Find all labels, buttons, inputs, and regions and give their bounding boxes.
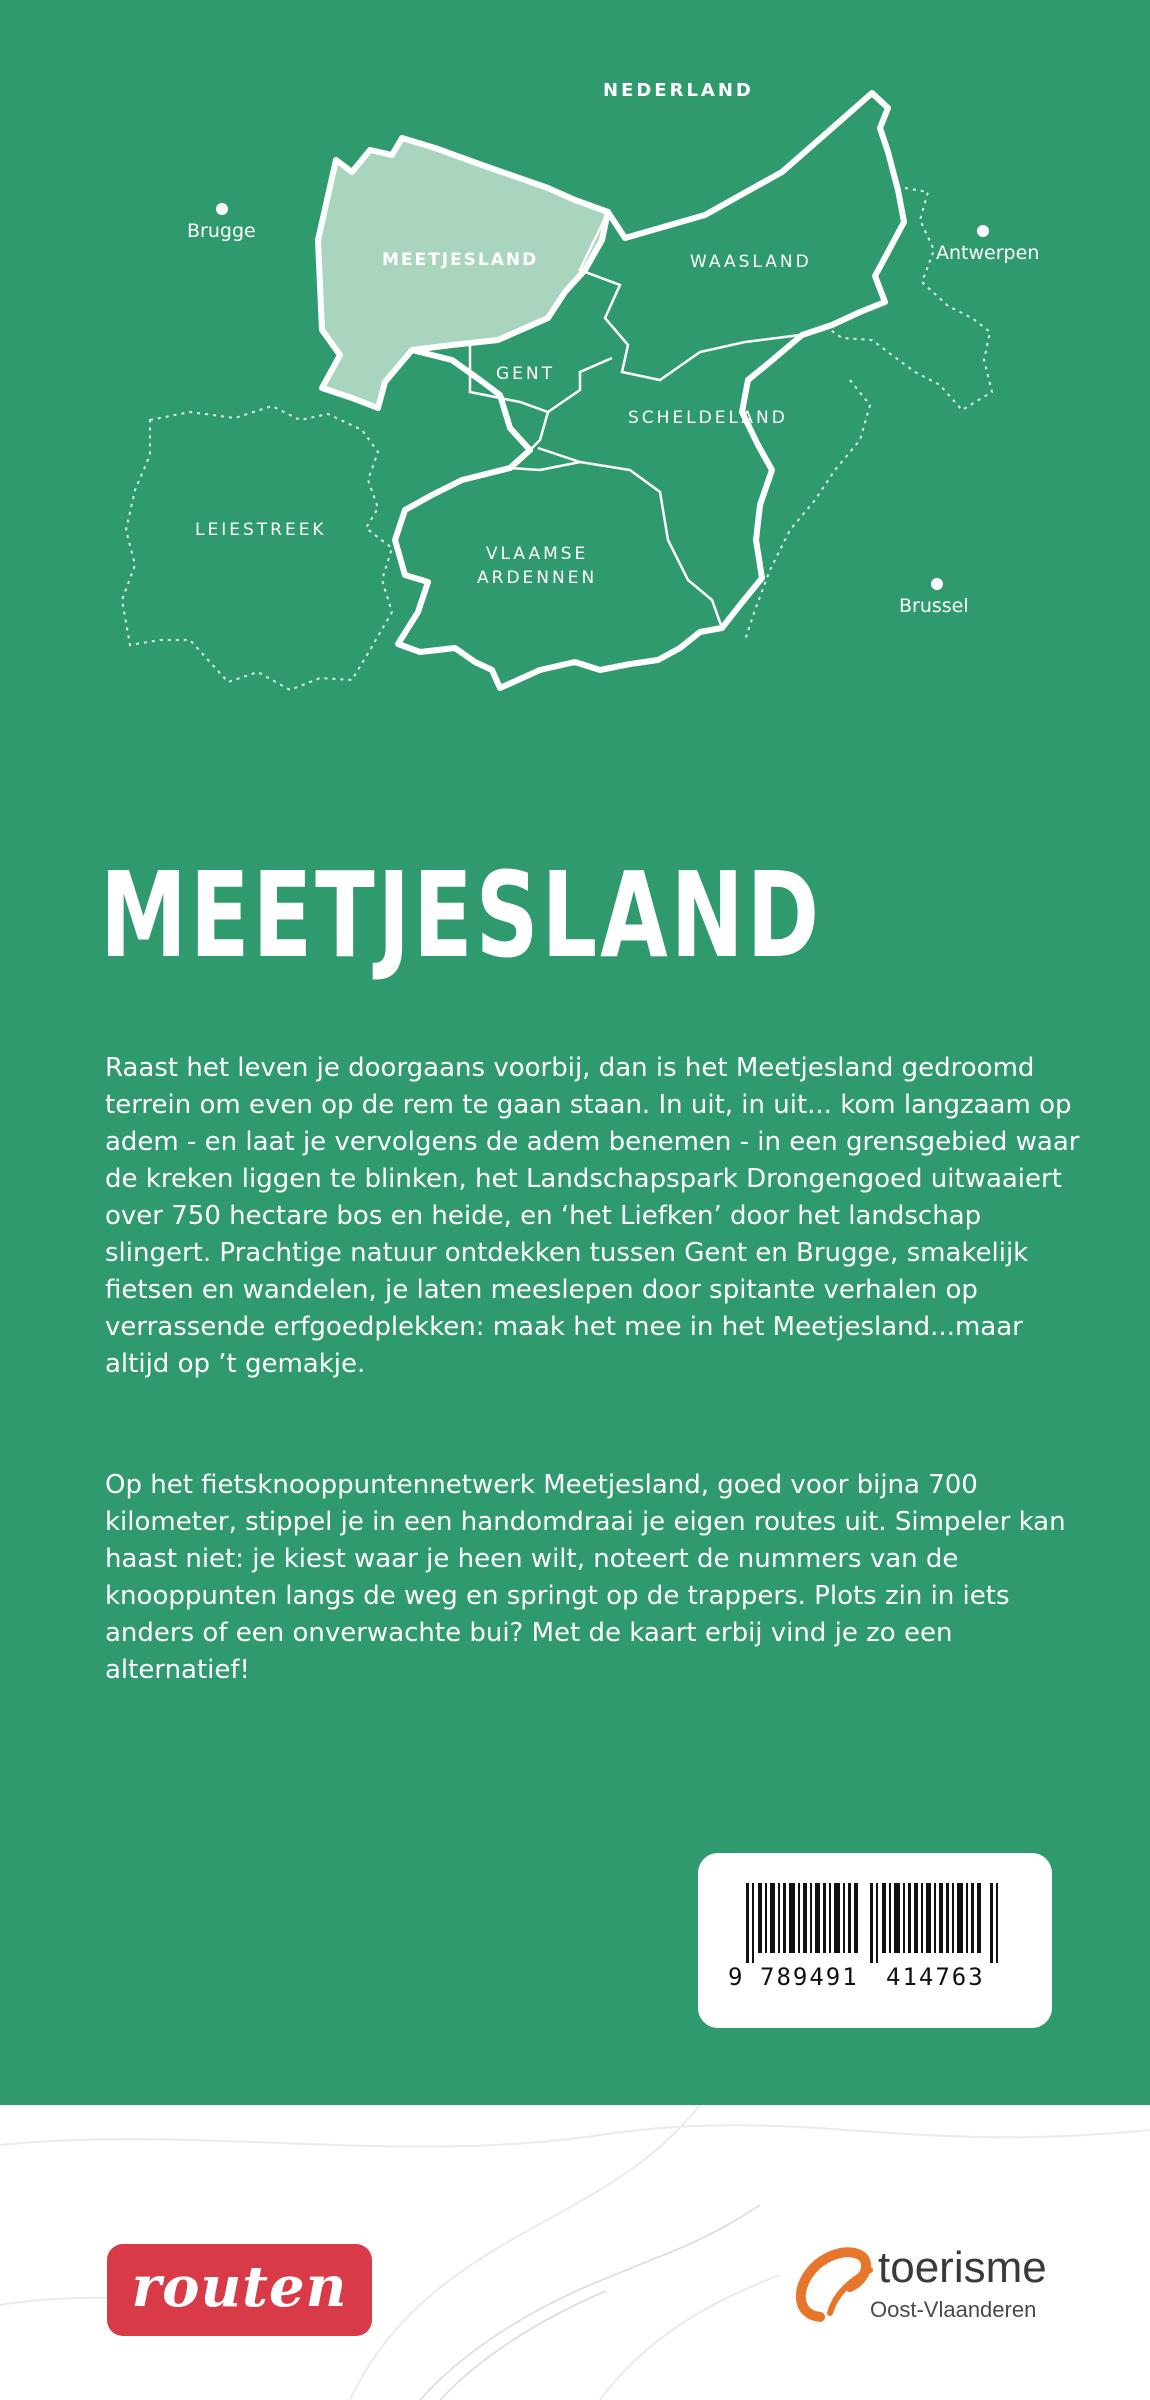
barcode-box (698, 1853, 1052, 2028)
barcode-group-2: 414763 (886, 1963, 985, 1991)
label-gent: GENT (496, 364, 556, 384)
label-brugge: Brugge (187, 220, 256, 242)
toerisme-subtitle: Oost-Vlaanderen (870, 2297, 1037, 2322)
network-paragraph: Op het fietsknooppuntennetwerk Meetjesland, goed voor bijna 700 kilometer, stippel je in een handomdraai je eigen routes uit. Simpeler kan haast niet: je kiest waar je heen wilt, noteert de nummers van de knooppunten langs de weg en springt op de trappers. Plots zin in iets anders of een onverwachte bui? Met de kaart erbij vind je zo een alternatief! (105, 1470, 1066, 1685)
ardennen-border (510, 462, 580, 470)
antwerpen-dot (977, 225, 989, 237)
barcode-icon (746, 1883, 1006, 1963)
toerisme-word: toerisme (878, 2243, 1047, 2292)
routen-logo: routen (107, 2244, 372, 2336)
leiestreek-outline (122, 406, 392, 690)
label-brussel: Brussel (899, 595, 969, 617)
label-meetjesland: MEETJESLAND (382, 250, 539, 270)
label-ardennen: ARDENNEN (477, 568, 598, 588)
barcode-prefix: 9 (728, 1963, 745, 1991)
label-scheldeland: SCHELDELAND (628, 408, 788, 428)
label-waasland: WAASLAND (690, 252, 812, 272)
label-antwerpen: Antwerpen (936, 242, 1040, 264)
brussel-dot (931, 578, 943, 590)
label-vlaamse: VLAAMSE (485, 544, 589, 564)
brugge-dot (216, 203, 228, 215)
barcode-group-1: 789491 (760, 1963, 859, 1991)
label-leiestreek: LEIESTREEK (195, 520, 327, 540)
label-vlaamse-ardennen (477, 542, 597, 590)
intro-paragraph: Raast het leven je doorgaans voorbij, dan is het Meetjesland gedroomd terrein om even op de rem te gaan staan. In uit, in uit... kom langzaam op adem - en laat je vervolgens de adem benemen - in een grensgebied waar de kreken liggen te blinken, het Landschapspark Drongengoed uitwaaiert over 750 hectare bos en heide, en ‘het Liefken’ door het landschap slingert. Prachtige natuur ontdekken tussen Gent en Brugge, smakelijk fietsen en wandelen, je laten meeslepen door spitante verhalen op verrassende erfgoedplekken: maak het mee in het Meetjesland...maar altijd op ’t gemakje. (105, 1053, 1080, 1379)
toerisme-logo (790, 2215, 1070, 2335)
page-title: MEETJESLAND (100, 846, 823, 984)
waasland-border (580, 212, 800, 380)
label-nederland: NEDERLAND (603, 80, 754, 101)
antwerpen-outline (822, 188, 992, 410)
region-map (0, 0, 1150, 720)
scheldeland-border (530, 412, 722, 628)
